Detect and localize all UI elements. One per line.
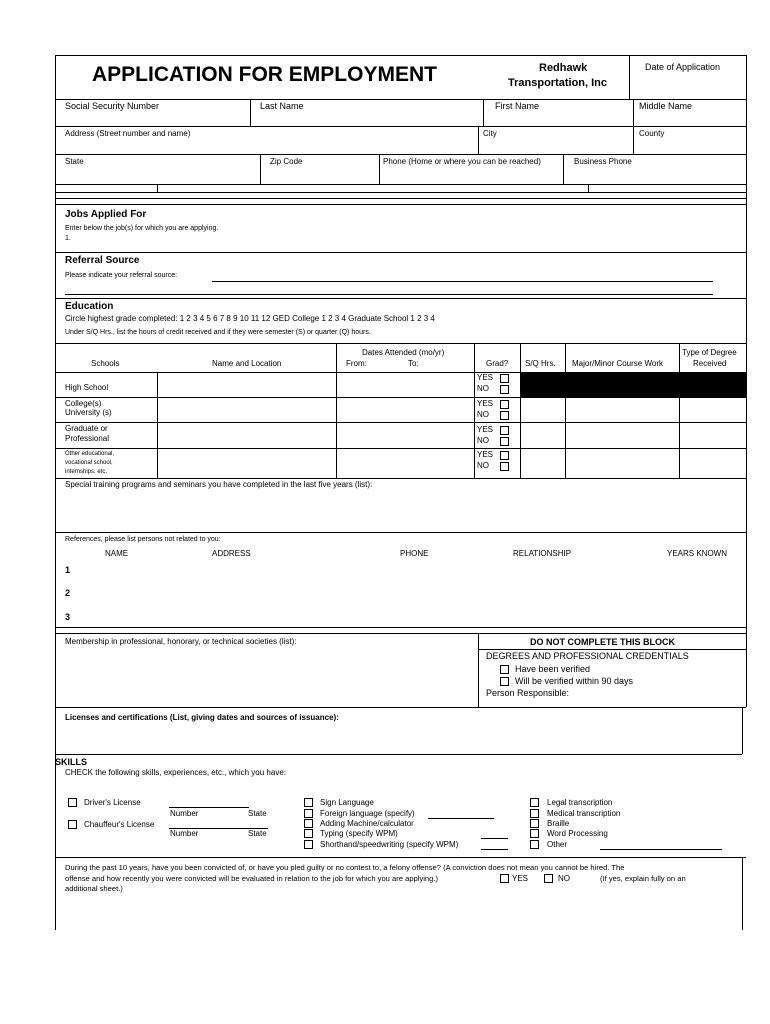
col-to: To: — [408, 359, 419, 368]
col-major: Major/Minor Course Work — [572, 359, 663, 368]
row-other-l1: Other educational, — [65, 451, 115, 457]
grad-yes-label: YES — [477, 399, 494, 408]
skills-instruction: CHECK the following skills, experiences, etc., which you have: — [65, 768, 286, 777]
sign-language-label: Sign Language — [320, 798, 374, 807]
row-other-l3: internships, etc. — [65, 469, 108, 475]
chauffeur-license-label: Chauffeur's License — [84, 820, 155, 829]
row-other-l2: vocational school, — [65, 460, 113, 466]
other-skill-checkbox[interactable] — [530, 840, 539, 849]
training-prompt: Special training programs and seminars you have completed in the last five years (list): — [65, 480, 373, 489]
ref-col-address: ADDRESS — [212, 549, 251, 558]
conviction-explain: (If yes, explain fully on an — [600, 874, 686, 883]
medical-transcription-label: Medical transcription — [547, 809, 621, 818]
person-responsible-label: Person Responsible: — [486, 688, 570, 698]
row-college-l1: College(s) — [65, 399, 102, 408]
will-verify-label: Will be verified within 90 days — [515, 676, 634, 686]
grad-yes-checkbox[interactable] — [500, 426, 509, 435]
chauffeur-state-label: State — [248, 829, 267, 838]
referral-source-line-2[interactable] — [65, 294, 713, 295]
typing-checkbox[interactable] — [304, 829, 313, 838]
grad-no-label: NO — [477, 461, 489, 470]
date-of-application-label: Date of Application — [645, 62, 721, 72]
ref-row-3: 3 — [65, 612, 71, 622]
credentials-heading: DEGREES AND PROFESSIONAL CREDENTIALS — [486, 651, 689, 661]
page-title: APPLICATION FOR EMPLOYMENT — [92, 63, 437, 86]
office-block-title: DO NOT COMPLETE THIS BLOCK — [530, 637, 675, 647]
grad-yes-label: YES — [477, 450, 494, 459]
membership-prompt: Membership in professional, honorary, or technical societies (list): — [65, 637, 297, 646]
grad-yes-label: YES — [477, 425, 494, 434]
state-label: State — [65, 157, 84, 166]
conviction-yes-checkbox[interactable] — [500, 874, 509, 883]
last-name-label: Last Name — [260, 101, 304, 111]
drivers-license-label: Driver's License — [84, 798, 141, 807]
verified-checkbox[interactable] — [500, 665, 509, 674]
shorthand-label: Shorthand/speedwriting (specify WPM) — [320, 840, 459, 849]
shorthand-checkbox[interactable] — [304, 840, 313, 849]
education-heading: Education — [65, 301, 114, 312]
grade-completed-line[interactable]: Circle highest grade completed: 1 2 3 4 5 6 7 8 9 10 11 12 GED College 1 2 3 4 Graduate School 1 2 3 4 — [65, 314, 435, 323]
ref-col-phone: PHONE — [400, 549, 429, 558]
grad-no-checkbox[interactable] — [500, 411, 509, 420]
foreign-language-label: Foreign language (specify) — [320, 809, 415, 818]
conviction-no-label: NO — [558, 874, 570, 883]
phone-label: Phone (Home or where you can be reached) — [383, 157, 541, 166]
ref-row-2: 2 — [65, 588, 71, 598]
sign-language-checkbox[interactable] — [304, 798, 313, 807]
col-schools: Schools — [91, 359, 120, 368]
conviction-line3: additional sheet.) — [65, 884, 123, 893]
col-degree-line1: Type of Degree — [682, 348, 737, 357]
city-label: City — [483, 129, 497, 138]
col-sq-hrs: S/Q Hrs. — [525, 359, 556, 368]
grad-yes-checkbox[interactable] — [500, 451, 509, 460]
grad-yes-checkbox[interactable] — [500, 374, 509, 383]
drivers-license-checkbox[interactable] — [68, 798, 77, 807]
grad-no-label: NO — [477, 436, 489, 445]
chauffeur-number-label: Number — [170, 829, 199, 838]
drivers-number-label: Number — [170, 809, 199, 818]
adding-machine-label: Adding Machine/calculator — [320, 819, 414, 828]
frame-left — [55, 55, 56, 930]
company-name-line1: Redhawk — [539, 62, 588, 74]
conviction-no-checkbox[interactable] — [544, 874, 553, 883]
other-skill-label: Other — [547, 840, 568, 849]
grad-no-checkbox[interactable] — [500, 385, 509, 394]
chauffeur-license-checkbox[interactable] — [68, 820, 77, 829]
row-graduate-l2: Professional — [65, 434, 110, 443]
word-processing-checkbox[interactable] — [530, 829, 539, 838]
ref-col-relationship: RELATIONSHIP — [513, 549, 572, 558]
will-verify-checkbox[interactable] — [500, 677, 509, 686]
company-name-line2: Transportation, Inc — [508, 77, 608, 89]
conviction-line2: offense and how recently you were convicted will be evaluated in relation to the job for which you are applying.) — [65, 874, 439, 883]
shorthand-wpm-line[interactable] — [481, 849, 508, 850]
foreign-language-checkbox[interactable] — [304, 809, 313, 818]
referral-prompt: Please indicate your referral source: — [65, 272, 178, 279]
col-degree-line2: Received — [693, 359, 727, 368]
typing-wpm-line[interactable] — [481, 838, 508, 839]
braille-checkbox[interactable] — [530, 819, 539, 828]
address-label: Address (Street number and name) — [65, 129, 191, 138]
business-phone-label: Business Phone — [574, 157, 632, 166]
hours-instruction: Under S/Q Hrs., list the hours of credit received and if they were semester (S) or quarter (Q) hours. — [65, 329, 371, 336]
high-school-blocked-area — [520, 372, 746, 397]
referral-source-line[interactable] — [212, 281, 713, 282]
row-graduate-l1: Graduate or — [65, 424, 108, 433]
col-grad: Grad? — [486, 359, 509, 368]
county-label: County — [639, 129, 665, 138]
col-from: From: — [346, 359, 367, 368]
grad-yes-checkbox[interactable] — [500, 400, 509, 409]
first-name-label: First Name — [495, 101, 540, 111]
ref-row-1: 1 — [65, 565, 71, 575]
conviction-line1: During the past 10 years, have you been convicted of, or have you pled guilty or no contest to, a felony offense? (A conviction does not mean you cannot be hired. The — [65, 863, 625, 872]
skills-heading: SKILLS — [55, 757, 88, 767]
typing-label: Typing (specify WPM) — [320, 829, 398, 838]
jobs-item-1: 1. — [65, 235, 71, 242]
verified-label: Have been verified — [515, 664, 591, 674]
medical-transcription-checkbox[interactable] — [530, 809, 539, 818]
licenses-prompt: Licenses and certifications (List, giving dates and sources of issuance): — [65, 713, 339, 722]
word-processing-label: Word Processing — [547, 829, 608, 838]
ref-col-name: NAME — [105, 549, 129, 558]
frame-right — [746, 55, 747, 707]
legal-transcription-checkbox[interactable] — [530, 798, 539, 807]
jobs-instruction: Enter below the job(s) for which you are applying. — [65, 225, 219, 232]
drivers-state-label: State — [248, 809, 267, 818]
middle-name-label: Middle Name — [639, 101, 693, 111]
other-skill-line[interactable] — [600, 849, 722, 850]
zip-label: Zip Code — [270, 157, 303, 166]
row-college-l2: University (s) — [65, 408, 112, 417]
row-high-school: High School — [65, 383, 109, 392]
jobs-heading: Jobs Applied For — [65, 209, 147, 220]
ref-col-years: YEARS KNOWN — [667, 549, 728, 558]
grad-yes-label: YES — [477, 373, 494, 382]
ssn-label: Social Security Number — [65, 101, 160, 111]
braille-label: Braille — [547, 819, 570, 828]
grad-no-checkbox[interactable] — [500, 437, 509, 446]
referral-heading: Referral Source — [65, 255, 140, 266]
foreign-language-line[interactable] — [428, 818, 494, 819]
col-dates: Dates Attended (mo/yr) — [362, 348, 445, 357]
legal-transcription-label: Legal transcription — [547, 798, 613, 807]
drivers-license-line[interactable] — [169, 807, 249, 808]
grad-no-checkbox[interactable] — [500, 462, 509, 471]
grad-no-label: NO — [477, 384, 489, 393]
adding-machine-checkbox[interactable] — [304, 819, 313, 828]
grad-no-label: NO — [477, 410, 489, 419]
frame-top — [55, 55, 746, 56]
conviction-yes-label: YES — [512, 874, 529, 883]
col-name-location: Name and Location — [212, 359, 282, 368]
references-prompt: References, please list persons not related to you: — [65, 536, 221, 543]
